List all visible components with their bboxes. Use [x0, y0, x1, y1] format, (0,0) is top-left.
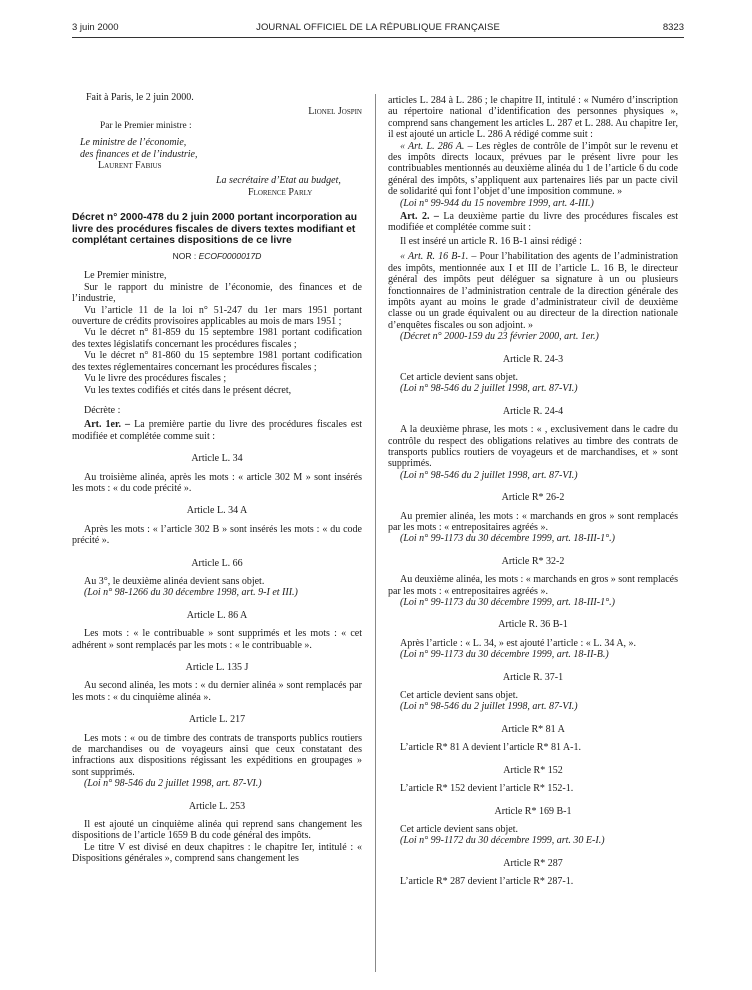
visa-decret-81-859: Vu le décret n° 81-859 du 15 septembre 1981 portant codification des textes législatifs concernant les procédures fiscales ; [72, 327, 362, 350]
ref-article-R37-1: (Loi n° 98-546 du 2 juillet 1998, art. 87-VI.) [400, 701, 578, 713]
text-article-L253-titre-v: Le titre V est divisé en deux chapitres : le chapitre Ier, intitulé : « Dispositions générales », comprend sans changement les [72, 841, 362, 865]
ref-article-R16B1: (Décret n° 2000-159 du 23 février 2000, art. 1er.) [400, 331, 599, 343]
heading-article-L66: Article L. 66 [191, 557, 243, 569]
visa-loi-1951: Vu l’article 11 de la loi n° 51-247 du 1er mars 1951 portant ouverture de crédits provisoires applicables au mois de mars 1951 ; [72, 304, 362, 328]
text-article-R287: L’article R* 287 devient l’article R* 287-1. [400, 876, 574, 888]
text-article-R26-2: Au premier alinéa, les mots : « marchands en gros » sont remplacés par les mots : « entrepositaires agréés ». [388, 510, 678, 533]
ministre-eco-line1: Le ministre de l’économie, [80, 137, 187, 149]
heading-article-R32-2: Article R* 32-2 [501, 555, 565, 567]
ref-article-L217: (Loi n° 98-546 du 2 juillet 1998, art. 87-VI.) [84, 778, 262, 790]
page-header [72, 22, 684, 36]
column-separator [375, 94, 376, 972]
text-article-R37-1: Cet article devient sans objet. [400, 690, 519, 702]
heading-article-R37-1: Article R. 37-1 [502, 671, 564, 683]
article-L286A [388, 141, 678, 198]
heading-article-L217: Article L. 217 [188, 714, 246, 726]
article-1-label: Art. 1er. – [84, 419, 131, 431]
signature-pm: Lionel Jospin [308, 106, 362, 118]
heading-article-R24-4: Article R. 24-4 [502, 405, 564, 417]
secretaire-line: La secrétaire d’Etat au budget, [216, 175, 341, 187]
ref-article-L66: (Loi n° 98-1266 du 30 décembre 1998, art. 9-I et III.) [84, 587, 298, 599]
right-column [388, 95, 678, 888]
article-R16B1-label: « Art. R. 16 B-1. [400, 251, 469, 263]
heading-article-R152: Article R* 152 [503, 764, 563, 776]
nor-reference [72, 251, 362, 262]
article-2-text: La deuxième partie du livre des procédures fiscales est modifiée et complétée comme suit : [388, 211, 678, 234]
ref-article-R32-2: (Loi n° 99-1173 du 30 décembre 1999, art. 18-III-1°.) [400, 597, 615, 609]
header-date: 3 juin 2000 [72, 22, 119, 33]
ref-article-R36B-1: (Loi n° 99-1173 du 30 décembre 1999, art. 18-II-B.) [400, 649, 609, 661]
ref-article-L286A: (Loi n° 99-944 du 15 novembre 1999, art. 4-III.) [400, 197, 594, 209]
text-article-L86A: Les mots : « le contribuable » sont supprimés et les mots : « cet adhérent » sont remplacés par les mots : « le contribuable ». [72, 628, 362, 651]
ministre-eco-line2: des finances et de l’industrie, [80, 148, 198, 160]
heading-article-R36B-1: Article R. 36 B-1 [498, 619, 568, 631]
heading-article-L34: Article L. 34 [191, 453, 243, 465]
heading-article-R26-2: Article R* 26-2 [501, 492, 565, 504]
visa-rapport: Sur le rapport du ministre de l’économie, des finances et de l’industrie, [72, 281, 362, 305]
text-article-R24-4: A la deuxième phrase, les mots : « , exclusivement dans le cadre du contrôle du respect des obligations relatives au timbre des contrats de transports publics routiers de voyageurs et de marchandises, et » sont supprimés. [388, 424, 678, 470]
article-L286A-label: « Art. L. 286 A. [400, 140, 465, 152]
header-rule [72, 37, 684, 38]
decrete-line: Décrète : [84, 404, 121, 416]
text-article-R81A: L’article R* 81 A devient l’article R* 81 A-1. [400, 742, 581, 754]
continuation-paragraph: articles L. 284 à L. 286 ; le chapitre II, intitulé : « Numéro d’inscription au répertoire national d’identification des personnes physiques », comprend sans changement les articles L. 287 et L. 288. Au chapitre Ier, il est ajouté un article L. 286 A rédigé comme suit : [388, 95, 678, 141]
article-R16B1-text: – Pour l’habilitation des agents de l’administration des impôts, mentionnée aux I et III de l’article L. 16 B, le directeur général des impôts peut déléguer sa signature à un ou plusieurs fonctionnaires de l’administration centrale de la direction générale des impôts ayant au moins le grade d’administrateur civil de deuxième classe ou un grade équivalent ou au directeur de la direction nationale d’enquêtes fiscales ou son adjoint. » [388, 251, 678, 331]
text-article-L217: Les mots : « ou de timbre des contrats de transports publics routiers de marchandises ou de voyageurs ainsi que ceux constatant des infractions aux dispositions régissant les expéditions en groupages » sont supprimés. [72, 732, 362, 778]
heading-article-L86A: Article L. 86 A [186, 609, 248, 621]
signature-parly: Florence Parly [248, 186, 313, 198]
text-article-L34: Au troisième alinéa, après les mots : « article 302 M » sont insérés les mots : « du code précité ». [72, 471, 362, 494]
text-article-L253: Il est ajouté un cinquième alinéa qui reprend sans changement les dispositions de l’article 1659 B du code général des impôts. [72, 819, 362, 842]
article-L286A-text: – Les règles de contrôle de l’impôt sur le revenu et des impôts directs locaux, prévues par le présent livre pour les contribuables mentionnés au deuxième alinéa du 1 de l’article 6 du code général des impôts, s’appliquent aux partenaires liés par un pacte civil de solidarité qui font l’objet d’une imposition commune. » [388, 140, 679, 198]
premier-ministre-line: Le Premier ministre, [84, 270, 167, 282]
heading-article-R24-3: Article R. 24-3 [502, 353, 564, 365]
text-article-R32-2: Au deuxième alinéa, les mots : « marchands en gros » sont remplacés par les mots : « entrepositaires agréés ». [388, 574, 678, 597]
heading-article-L253: Article L. 253 [188, 800, 246, 812]
decret-title: Décret n° 2000-478 du 2 juin 2000 portant incorporation au livre des procédures fiscales de divers textes modifiant et complétant certaines dispositions de ce livre [72, 212, 358, 247]
heading-article-L135J: Article L. 135 J [185, 662, 249, 673]
heading-article-L34A: Article L. 34 A [186, 505, 248, 517]
ref-article-R169B-1: (Loi n° 99-1172 du 30 décembre 1999, art. 30 E-I.) [400, 835, 605, 847]
ref-article-R24-4: (Loi n° 98-546 du 2 juillet 1998, art. 87-VI.) [400, 469, 578, 481]
text-article-R36B-1: Après l’article : « L. 34, » est ajouté l’article : « L. 34 A, ». [400, 637, 637, 649]
article-2-label: Art. 2. – [400, 211, 439, 223]
article-1 [72, 419, 362, 442]
ref-article-R24-3: (Loi n° 98-546 du 2 juillet 1998, art. 87-VI.) [400, 383, 578, 395]
signature-fabius: Laurent Fabius [98, 160, 162, 172]
article-1-text: La première partie du livre des procédures fiscales est modifiée et complétée comme suit : [72, 419, 362, 442]
text-article-L34A: Après les mots : « l’article 302 B » sont insérés les mots : « du code précité ». [72, 523, 362, 547]
heading-article-R169B-1: Article R* 169 B-1 [494, 805, 572, 817]
visa-livre: Vu le livre des procédures fiscales ; [84, 373, 227, 385]
nor-label: NOR : [172, 251, 199, 262]
ref-article-R26-2: (Loi n° 99-1173 du 30 décembre 1999, art. 18-III-1°.) [400, 533, 615, 545]
text-article-L135J: Au second alinéa, les mots : « du dernier alinéa » sont remplacés par les mots : « du cinquième alinéa ». [72, 680, 362, 703]
visa-decret-81-860: Vu le décret n° 81-860 du 15 septembre 1981 portant codification des textes réglementaires concernant les procédures fiscales ; [72, 350, 362, 373]
fait-line: Fait à Paris, le 2 juin 2000. [86, 92, 194, 103]
nor-value: ECOF0000017D [198, 251, 262, 262]
heading-article-R81A: Article R* 81 A [501, 723, 565, 735]
article-2 [388, 211, 678, 234]
header-page-number: 8323 [662, 22, 684, 33]
left-column [72, 92, 362, 865]
text-article-R24-3: Cet article devient sans objet. [400, 371, 519, 383]
header-journal-title: JOURNAL OFFICIEL DE LA RÉPUBLIQUE FRANÇAISE [256, 22, 500, 33]
heading-article-R287: Article R* 287 [503, 857, 563, 869]
text-article-R152: L’article R* 152 devient l’article R* 152-1. [400, 783, 574, 795]
par-premier-ministre: Par le Premier ministre : [100, 120, 192, 131]
article-R16B1 [388, 251, 678, 331]
insert-R16B1-line: Il est inséré un article R. 16 B-1 ainsi rédigé : [400, 235, 582, 247]
text-article-L66: Au 3°, le deuxième alinéa devient sans objet. [84, 575, 265, 587]
text-article-R169B-1: Cet article devient sans objet. [400, 823, 519, 835]
visa-textes: Vu les textes codifiés et cités dans le présent décret, [84, 384, 292, 396]
